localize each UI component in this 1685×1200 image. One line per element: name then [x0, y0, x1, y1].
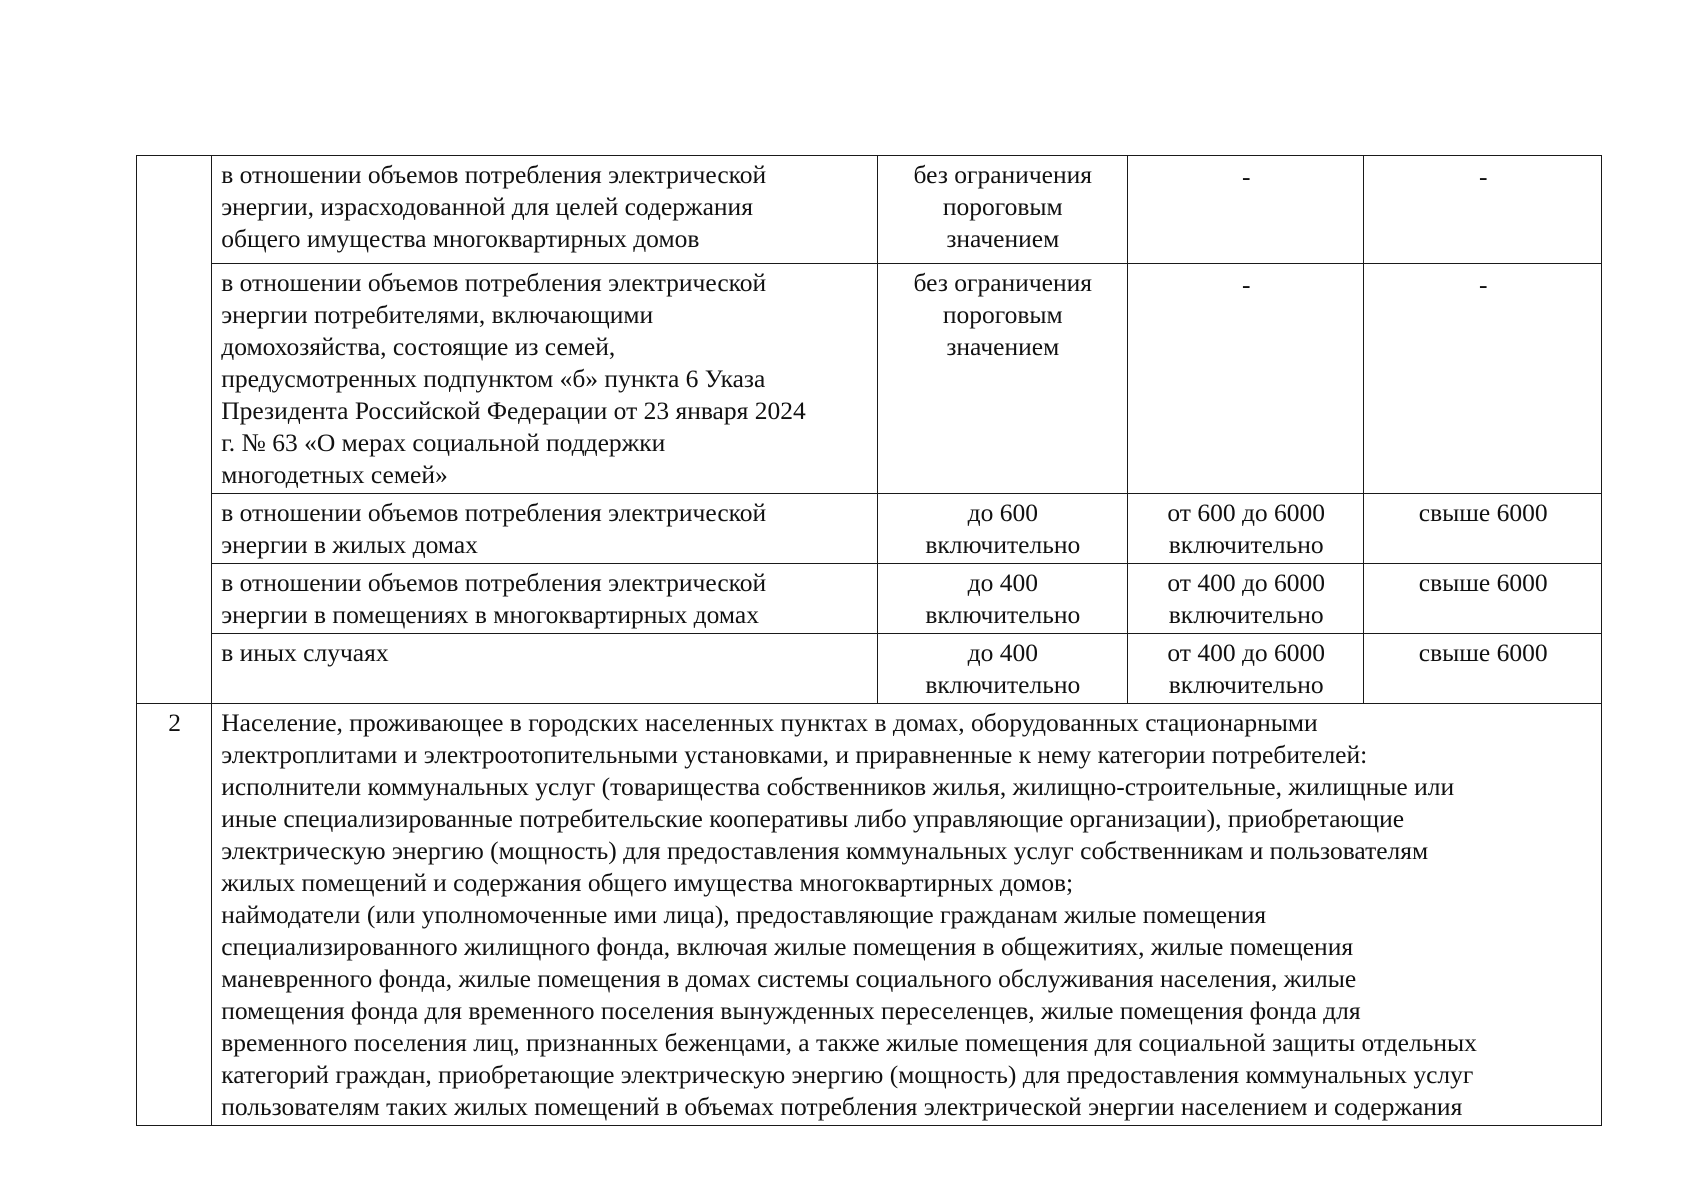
description-line: в отношении объемов потребления электрической	[221, 568, 767, 597]
section-line: электроплитами и электроотопительными установками, и приравненные к нему категории потребителей:	[221, 740, 1368, 769]
section-line: специализированного жилищного фонда, включая жилые помещения в общежитиях, жилые помещения	[221, 932, 1354, 961]
description-line: г. № 63 «О мерах социальной поддержки	[221, 428, 666, 457]
threshold-cell-2	[1128, 634, 1364, 704]
section-line: помещения фонда для временного поселения вынужденных переселенцев, жилые помещения фонда для	[221, 996, 1361, 1025]
table-row	[137, 634, 1602, 704]
description-line: Президента Российской Федерации от 23 января 2024	[221, 396, 806, 425]
threshold-line: значением	[946, 224, 1060, 253]
description-line: в иных случаях	[221, 638, 389, 667]
threshold-cell-2	[1128, 264, 1364, 494]
threshold-line: от 400 до 6000	[1167, 568, 1326, 597]
threshold-line: до 400	[967, 568, 1038, 597]
threshold-line: свыше 6000	[1418, 638, 1548, 667]
section-line: наймодатели (или уполномоченные ими лица), предоставляющие гражданам жилые помещения	[221, 900, 1267, 929]
threshold-line: пороговым	[942, 300, 1063, 329]
tariff-table	[136, 155, 1602, 1126]
description-line: энергии в помещениях в многоквартирных домах	[221, 600, 759, 629]
dash-value: -	[1241, 270, 1251, 299]
section-line: категорий граждан, приобретающие электрическую энергию (мощность) для предоставления коммунальных услуг	[221, 1060, 1474, 1089]
section-line: временного поселения лиц, признанных беженцами, а также жилые помещения для социальной защиты отдельных	[221, 1028, 1477, 1057]
dash-value: -	[1478, 270, 1488, 299]
threshold-line: от 600 до 6000	[1167, 498, 1326, 527]
threshold-cell-1	[877, 564, 1128, 634]
threshold-cell-1	[877, 494, 1128, 564]
threshold-line: свыше 6000	[1418, 568, 1548, 597]
threshold-line: без ограничения	[913, 268, 1092, 297]
threshold-line: до 400	[967, 638, 1038, 667]
threshold-cell-2	[1128, 564, 1364, 634]
description-line: общего имущества многоквартирных домов	[221, 224, 700, 253]
threshold-line: включительно	[925, 530, 1081, 559]
threshold-line: включительно	[1168, 530, 1324, 559]
section-line: исполнители коммунальных услуг (товарищества собственников жилья, жилищно-строительные, жилищные или	[221, 772, 1455, 801]
threshold-line: включительно	[1168, 670, 1324, 699]
description-line: многодетных семей»	[221, 460, 448, 489]
description-line: в отношении объемов потребления электрической	[221, 160, 767, 189]
table-row	[137, 156, 1602, 264]
description-cell	[212, 264, 877, 494]
threshold-cell-3	[1364, 494, 1602, 564]
table-row	[137, 704, 1602, 1126]
threshold-line: свыше 6000	[1418, 498, 1548, 527]
description-cell	[212, 634, 877, 704]
threshold-cell-3	[1364, 564, 1602, 634]
threshold-line: включительно	[925, 670, 1081, 699]
description-cell	[212, 564, 877, 634]
row-number-cell	[137, 156, 212, 704]
description-line: в отношении объемов потребления электрической	[221, 498, 767, 527]
threshold-line: включительно	[1168, 600, 1324, 629]
description-cell	[212, 494, 877, 564]
description-cell	[212, 156, 877, 264]
table-row	[137, 264, 1602, 494]
section-description-cell	[212, 704, 1602, 1126]
threshold-cell-1	[877, 156, 1128, 264]
threshold-line: от 400 до 6000	[1167, 638, 1326, 667]
description-line: энергии потребителями, включающими	[221, 300, 654, 329]
section-line: электрическую энергию (мощность) для предоставления коммунальных услуг собственникам и пользователям	[221, 836, 1429, 865]
threshold-cell-3	[1364, 264, 1602, 494]
table-row	[137, 564, 1602, 634]
threshold-cell-1	[877, 634, 1128, 704]
threshold-line: пороговым	[942, 192, 1063, 221]
section-line: жилых помещений и содержания общего имущества многоквартирных домов;	[221, 868, 1074, 897]
section-line: иные специализированные потребительские кооперативы либо управляющие организации), приобретающие	[221, 804, 1405, 833]
threshold-line: без ограничения	[913, 160, 1092, 189]
description-line: предусмотренных подпунктом «б» пункта 6 Указа	[221, 364, 766, 393]
threshold-line: значением	[946, 332, 1060, 361]
row-number-cell	[137, 704, 212, 1126]
section-line: пользователям таких жилых помещений в объемах потребления электрической энергии населением и содержания	[221, 1092, 1463, 1121]
description-line: домохозяйства, состоящие из семей,	[221, 332, 616, 361]
description-line: в отношении объемов потребления электрической	[221, 268, 767, 297]
table-row	[137, 494, 1602, 564]
row-number: 2	[168, 708, 181, 737]
threshold-cell-3	[1364, 156, 1602, 264]
threshold-line: до 600	[967, 498, 1038, 527]
section-line: маневренного фонда, жилые помещения в домах системы социального обслуживания населения, жилые	[221, 964, 1357, 993]
section-line: Население, проживающее в городских населенных пунктах в домах, оборудованных стационарными	[221, 708, 1318, 737]
threshold-line: включительно	[925, 600, 1081, 629]
threshold-cell-2	[1128, 156, 1364, 264]
threshold-cell-3	[1364, 634, 1602, 704]
dash-value: -	[1478, 162, 1488, 191]
dash-value: -	[1241, 162, 1251, 191]
threshold-cell-2	[1128, 494, 1364, 564]
threshold-cell-1	[877, 264, 1128, 494]
description-line: энергии, израсходованной для целей содержания	[221, 192, 753, 221]
description-line: энергии в жилых домах	[221, 530, 478, 559]
